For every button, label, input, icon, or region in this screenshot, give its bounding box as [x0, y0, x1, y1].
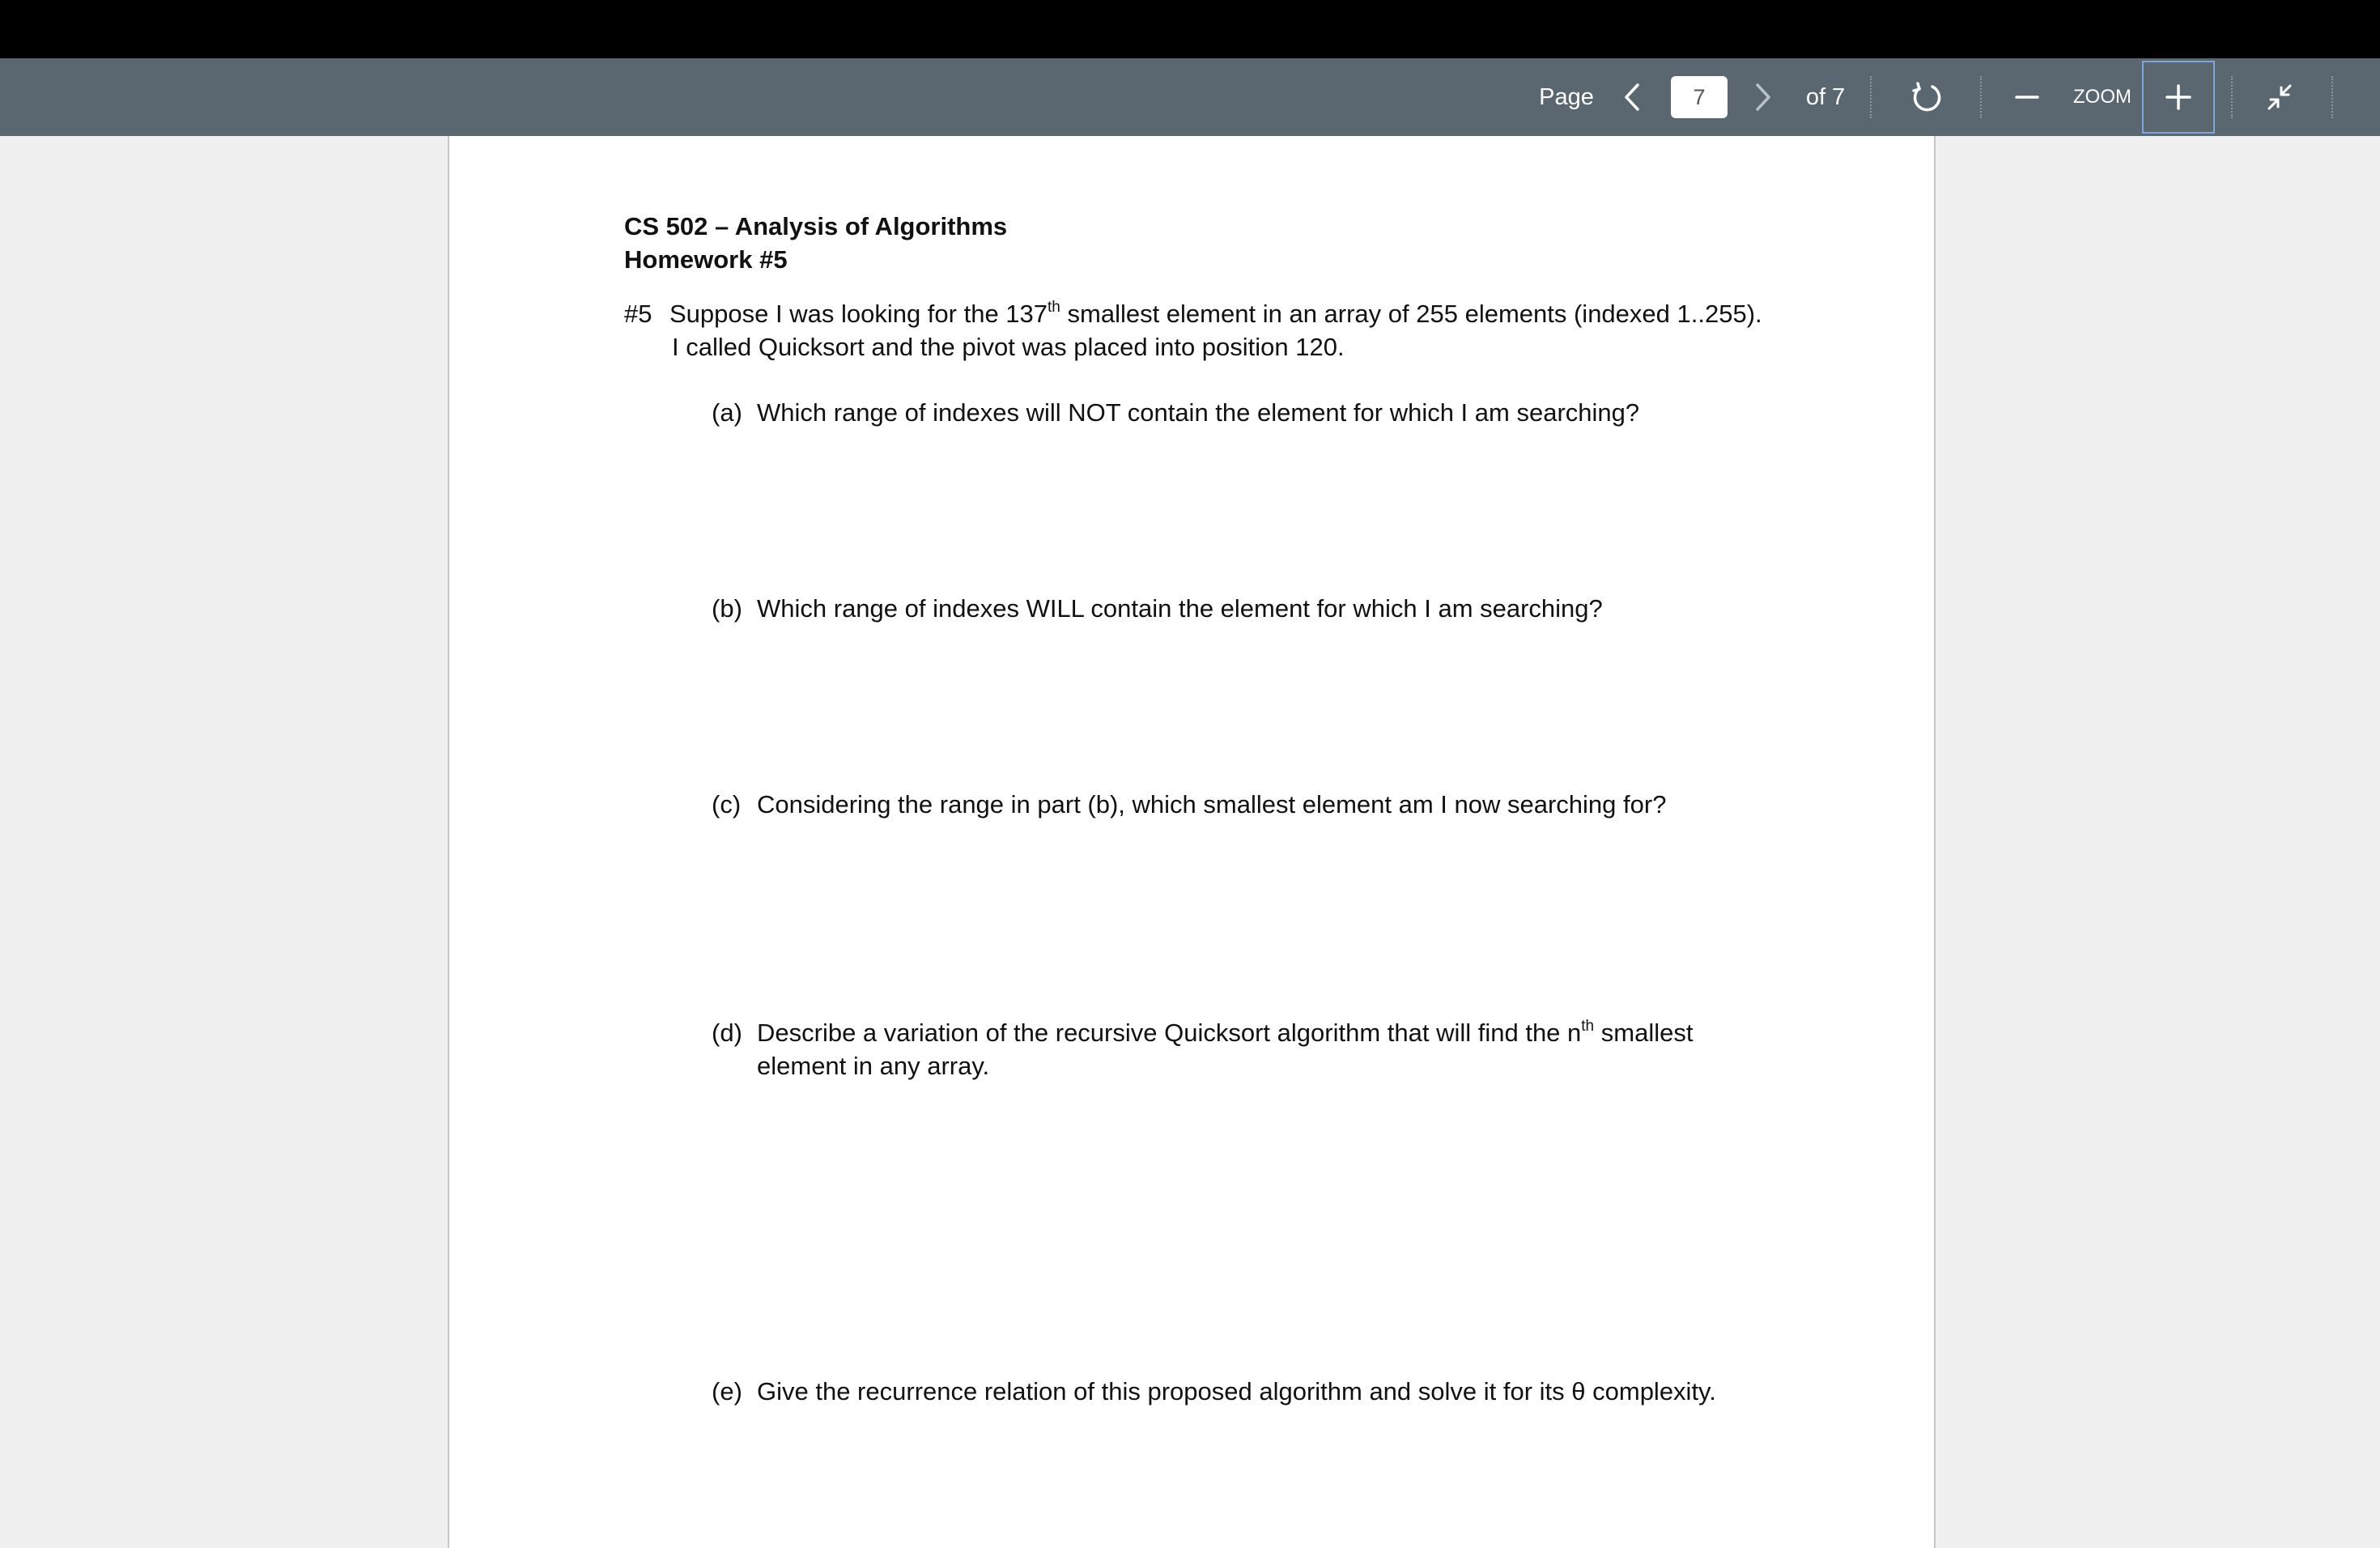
page-number-input[interactable]: [1671, 76, 1728, 118]
part-d-label: (d): [712, 1019, 742, 1047]
part-d-line-2: element in any array.: [757, 1052, 990, 1080]
pdf-page: [448, 136, 1936, 1548]
problem-number: #5: [624, 300, 652, 328]
part-b-label: (b): [712, 594, 742, 623]
chevron-left-icon: [1623, 83, 1641, 112]
zoom-label: ZOOM: [2073, 86, 2131, 108]
pdf-toolbar: [0, 58, 2380, 136]
part-e: [712, 1376, 1716, 1408]
part-b: [712, 593, 1603, 625]
problem-line-2: I called Quicksort and the pivot was placed into position 120.: [672, 333, 1345, 361]
part-d-text-pre: Describe a variation of the recursive Quicksort algorithm that will find the n: [757, 1019, 1582, 1047]
minus-icon: [2015, 85, 2039, 109]
part-c-text: Considering the range in part (b), which smallest element am I now searching for?: [757, 790, 1667, 819]
part-c: [712, 789, 1666, 821]
problem-text-sup: th: [1048, 298, 1060, 316]
toolbar-divider: [1980, 76, 1982, 118]
course-title: CS 502 – Analysis of Algorithms: [624, 212, 1008, 240]
toolbar-divider: [1870, 76, 1872, 118]
toolbar-divider: [2331, 76, 2333, 118]
part-d: [712, 1017, 1693, 1049]
problem-text-post: smallest element in an array of 255 elements (indexed 1..255).: [1060, 300, 1762, 328]
part-a: [712, 397, 1639, 429]
zoom-out-button[interactable]: [2001, 58, 2053, 136]
next-page-button[interactable]: [1740, 58, 1786, 136]
fit-page-button[interactable]: [2254, 58, 2306, 136]
page-count-label: of 7: [1805, 83, 1846, 110]
problem-text-pre: Suppose I was looking for the 137: [669, 300, 1048, 328]
part-e-text: Give the recurrence relation of this proposed algorithm and solve it for its θ complexity.: [757, 1377, 1716, 1406]
chevron-right-icon: [1754, 83, 1772, 112]
window-top-bar: [0, 0, 2380, 58]
collapse-arrows-icon: [2263, 81, 2296, 113]
rotate-icon: [1910, 81, 1943, 113]
part-c-label: (c): [712, 790, 742, 819]
rotate-button[interactable]: [1901, 58, 1953, 136]
zoom-in-button[interactable]: [2142, 61, 2215, 134]
problem-line-1: [624, 298, 1762, 330]
part-a-text: Which range of indexes will NOT contain the element for which I am searching?: [757, 398, 1640, 427]
part-d-text-sup: th: [1581, 1017, 1595, 1035]
document-viewer[interactable]: [0, 136, 2380, 1548]
part-e-label: (e): [712, 1377, 742, 1406]
plus-icon: [2165, 83, 2192, 111]
part-a-label: (a): [712, 398, 742, 427]
homework-title: Homework #5: [624, 245, 788, 274]
prev-page-button[interactable]: [1609, 58, 1655, 136]
page-label: Page: [1539, 83, 1594, 110]
part-b-text: Which range of indexes WILL contain the element for which I am searching?: [757, 594, 1603, 623]
part-d-text-post: smallest: [1594, 1019, 1694, 1047]
toolbar-divider: [2231, 76, 2233, 118]
